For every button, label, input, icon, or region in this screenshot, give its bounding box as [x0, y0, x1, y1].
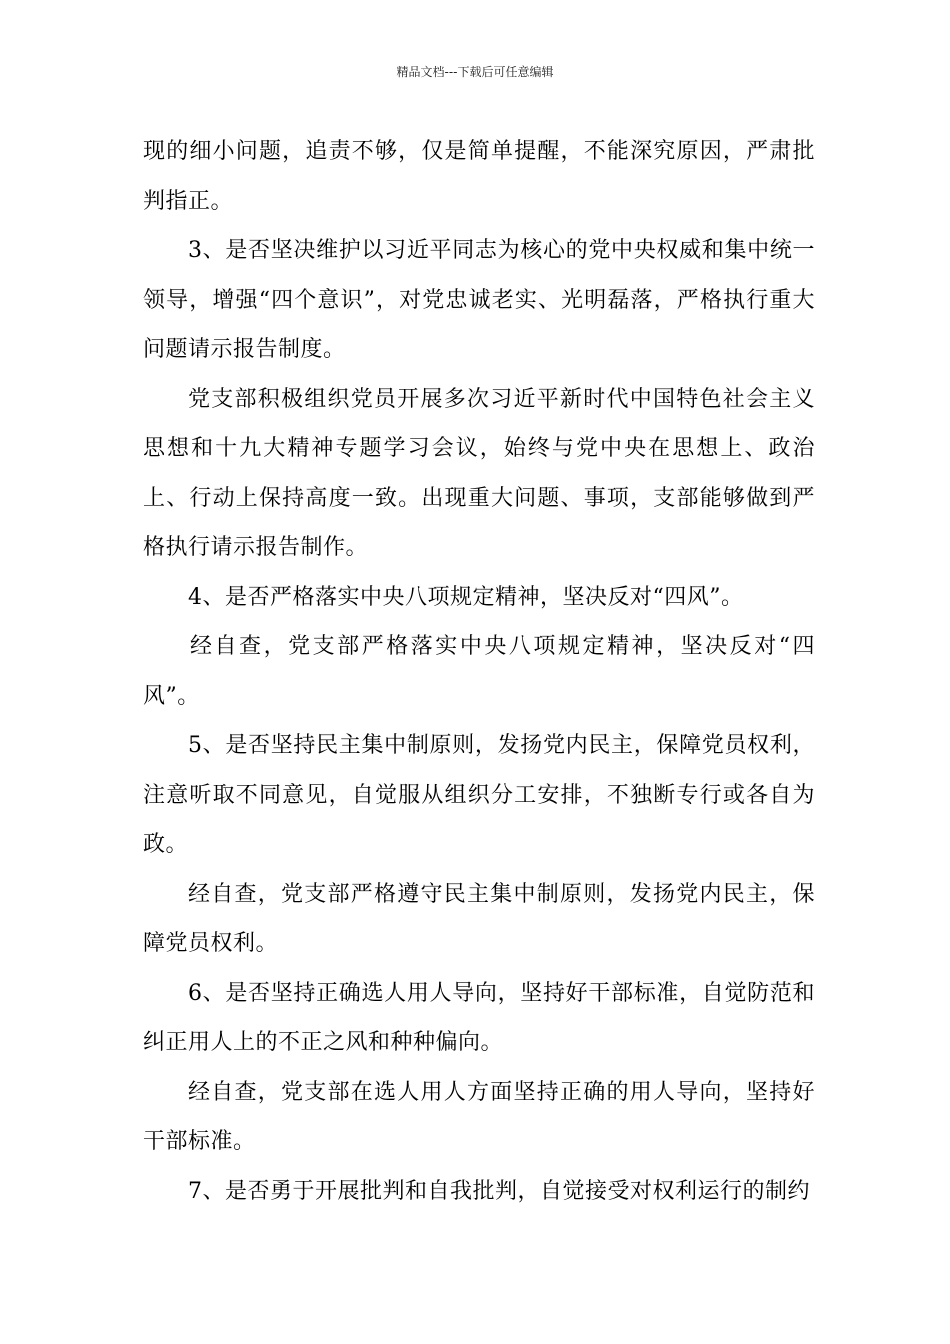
page-header: 精品文档---下载后可任意编辑	[396, 65, 554, 79]
paragraph-5: 经自查，党支部严格落实中央八项规定精神，坚决反对“四风”。	[143, 634, 815, 709]
document-body	[143, 127, 815, 1216]
paragraph-9: 经自查，党支部在选人用人方面坚持正确的用人导向，坚持好干部标准。	[143, 1079, 815, 1154]
paragraph-7: 经自查，党支部严格遵守民主集中制原则，发扬党内民主，保障党员权利。	[143, 881, 815, 956]
paragraph-3: 党支部积极组织党员开展多次习近平新时代中国特色社会主义思想和十九大精神专题学习会议，始终与党中央在思想上、政治上、行动上保持高度一致。出现重大问题、事项，支部能够做到严格执行请示报告制作。	[143, 386, 815, 560]
paragraph-1: 现的细小问题，追责不够，仅是简单提醒，不能深究原因，严肃批判指正。	[143, 139, 815, 214]
paragraph-4: 4、是否严格落实中央八项规定精神，坚决反对“四风”。	[188, 584, 744, 610]
paragraph-8: 6、是否坚持正确选人用人导向，坚持好干部标准，自觉防范和纠正用人上的不正之风和种种偏向。	[143, 980, 815, 1055]
paragraph-6: 5、是否坚持民主集中制原则，发扬党内民主，保障党员权利，注意听取不同意见，自觉服从组织分工安排，不独断专行或各自为政。	[143, 733, 815, 857]
paragraph-10: 7、是否勇于开展批判和自我批判，自觉接受对权利运行的制约	[188, 1178, 810, 1204]
paragraph-2: 3、是否坚决维护以习近平同志为核心的党中央权威和集中统一领导，增强“四个意识”，对党忠诚老实、光明磊落，严格执行重大问题请示报告制度。	[143, 238, 815, 362]
